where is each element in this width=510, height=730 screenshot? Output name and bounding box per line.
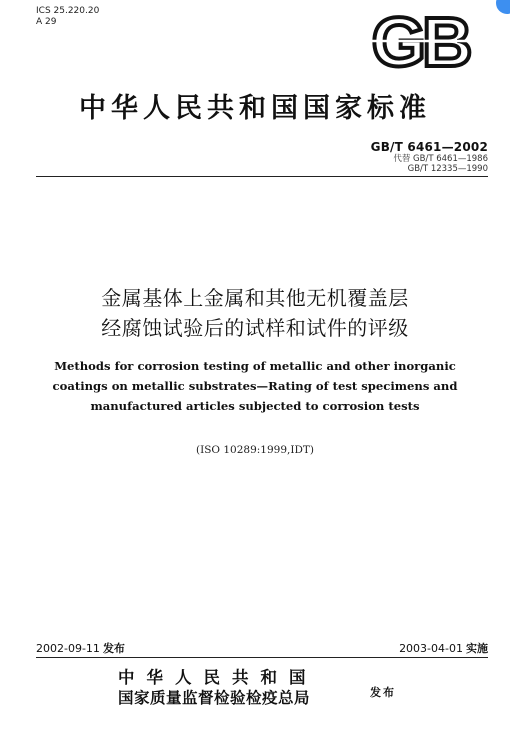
gb-logo-text: GB <box>371 10 469 72</box>
standard-number: GB/T 6461—2002 <box>370 140 488 154</box>
english-title-line-2: coatings on metallic substrates—Rating of test specimens and <box>52 379 458 393</box>
effective-date-label: 实施 <box>466 642 488 655</box>
chinese-title <box>0 283 510 343</box>
chinese-title-line-1: 金属基体上金属和其他无机覆盖层 <box>101 286 409 310</box>
issuing-authority <box>118 668 318 708</box>
corner-badge <box>496 0 510 14</box>
english-title-line-3: manufactured articles subjected to corrosion tests <box>90 399 420 413</box>
replaces-line-2: GB/T 12335—1990 <box>407 164 488 174</box>
iso-equivalence: (ISO 10289:1999,IDT) <box>195 444 315 456</box>
top-divider <box>36 176 488 177</box>
gb-logo <box>362 10 478 72</box>
english-title-line-1: Methods for corrosion testing of metallic and other inorganic <box>54 359 456 373</box>
ics-code: ICS 25.220.20 <box>36 6 100 16</box>
english-title <box>30 356 480 416</box>
issue-date-label: 发布 <box>102 642 125 655</box>
classification-codes <box>36 6 99 28</box>
standard-number-block <box>371 140 488 174</box>
issuer-line-2: 国家质量监督检验检疫总局 <box>118 688 311 707</box>
effective-date <box>399 640 488 656</box>
issuer-line-1: 中华人民共和国 <box>118 668 318 687</box>
issue-date-value: 2002-09-11 <box>36 642 100 655</box>
effective-date-value: 2003-04-01 <box>399 642 463 655</box>
ccs-code: A 29 <box>36 17 57 27</box>
organization-title: 中华人民共和国国家标准 <box>79 93 431 124</box>
bottom-divider <box>36 657 488 658</box>
chinese-title-line-2: 经腐蚀试验后的试样和试件的评级 <box>101 316 409 340</box>
issue-date <box>36 640 125 656</box>
issuer-issue-label: 发布 <box>370 686 396 699</box>
replaces-line-1: 代替 GB/T 6461—1986 <box>393 154 488 164</box>
